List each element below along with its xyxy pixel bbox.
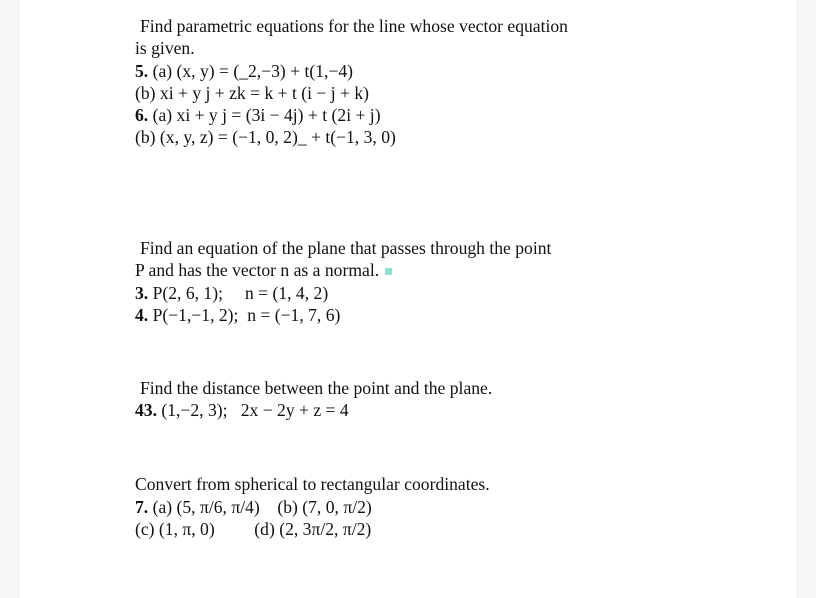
problem-5-number: 5. [135, 61, 149, 81]
s1-intro-line1: Find parametric equations for the line whose vector equation [140, 16, 568, 36]
problem-6a-text: (a) xi + y j = (3i − 4j) + t (2i + j) [148, 105, 381, 125]
problem-6a [135, 104, 381, 126]
problem-43-text: (1,−2, 3); 2x − 2y + z = 4 [157, 400, 349, 420]
square-marker-icon [385, 268, 392, 275]
problem-4-text: P(−1,−1, 2); n = (−1, 7, 6) [148, 305, 341, 325]
s4-intro: Convert from spherical to rectangular coordinates. [135, 474, 490, 494]
problem-6b: (b) (x, y, z) = (−1, 0, 2)_ + t(−1, 3, 0) [135, 127, 396, 147]
problem-7-number: 7. [135, 497, 149, 517]
s2-intro-line2 [135, 259, 392, 281]
problem-7-line1 [135, 496, 372, 518]
s3-intro: Find the distance between the point and the plane. [140, 378, 493, 398]
problem-6-number: 6. [135, 105, 149, 125]
document-page [20, 0, 796, 598]
problem-7-line1-text: (a) (5, π/6, π/4) (b) (7, 0, π/2) [148, 497, 372, 517]
problem-3-number: 3. [135, 283, 149, 303]
problem-43 [135, 399, 349, 421]
problem-3-text: P(2, 6, 1); n = (1, 4, 2) [148, 283, 329, 303]
problem-43-number: 43. [135, 400, 157, 420]
problem-7-line2: (c) (1, π, 0) (d) (2, 3π/2, π/2) [135, 519, 372, 539]
problem-5a-text: (a) (x, y) = (_2,−3) + t(1,−4) [148, 61, 354, 81]
problem-5a [135, 60, 353, 82]
problem-3 [135, 282, 328, 304]
s1-intro-line2: is given. [135, 38, 195, 58]
s2-intro-line2-text: P and has the vector n as a normal. [135, 260, 380, 280]
problem-4-number: 4. [135, 305, 149, 325]
problem-5b: (b) xi + y j + zk = k + t (i − j + k) [135, 83, 369, 103]
problem-4 [135, 304, 340, 326]
s2-intro-line1: Find an equation of the plane that passes through the point [140, 238, 552, 258]
